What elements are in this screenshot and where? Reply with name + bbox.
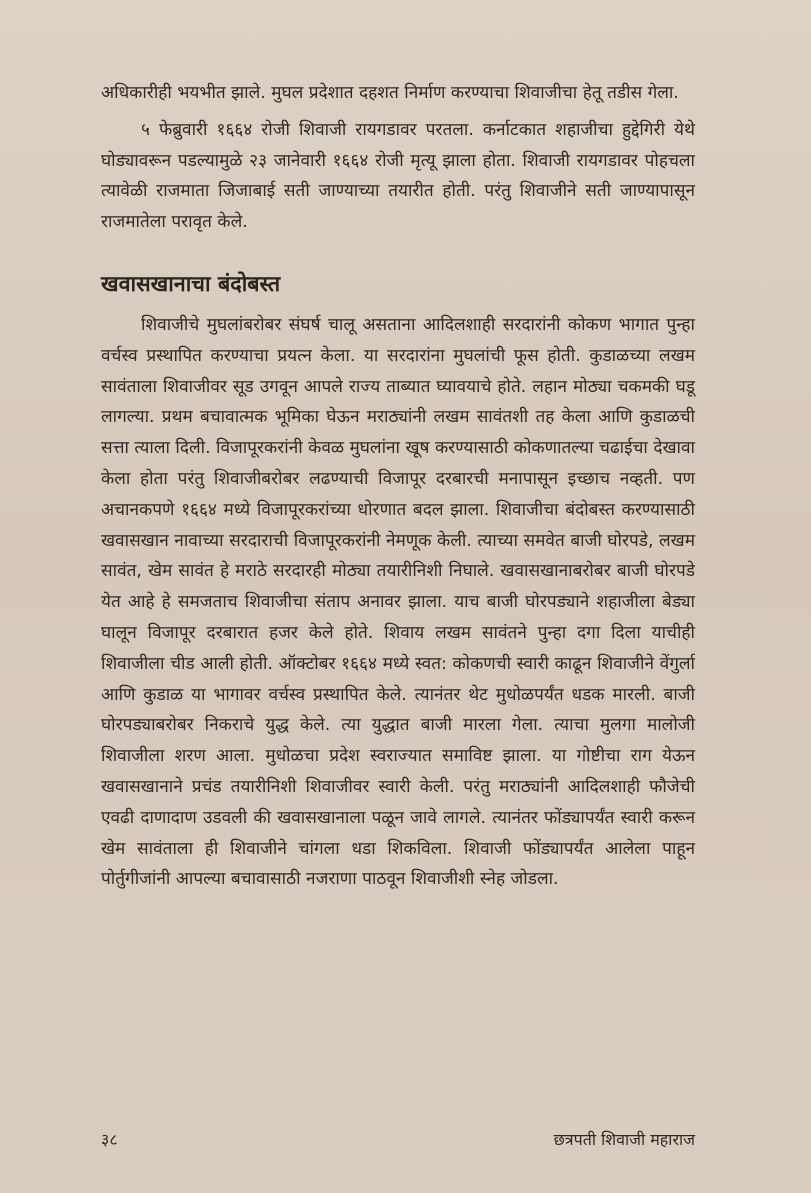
paragraph-khavaskhan: शिवाजीचे मुघलांबरोबर संघर्ष चालू असताना आदिलशाही सरदारांनी कोकण भागात पुन्हा वर्चस्व प्रस्थापित करण्याचा प्रयत्न केला. या सरदारांना मुघलांची फूस होती. कुडाळच्या लखम सावंताला शिवाजीवर सूड उगवून आपले राज्य ताब्यात घ्यावयाचे होते. लहान मोठ्या चकमकी घडू लागल्या. प्रथम बचावात्मक भूमिका घेऊन मराठ्यांनी लखम सावंतशी तह केला आणि कुडाळची सत्ता त्याला दिली. विजापूरकरांनी केवळ मुघलांना खूष करण्यासाठी कोकणातल्या चढाईचा देखावा केला होता परंतु शिवाजीबरोबर लढण्याची विजापूर दरबारची मनापासून इच्छाच नव्हती. पण अचानकपणे १६६४ मध्ये विजापूरकरांच्या धोरणात बदल झाला. शिवाजीचा बंदोबस्त करण्यासाठी खवासखान नावाच्या सरदाराची विजापूरकरांनी नेमणूक केली. त्याच्या समवेत बाजी घोरपडे, लखम सावंत, खेम सावंत हे मराठे सरदारही मोठ्या तयारीनिशी निघाले. खवासखानाबरोबर बाजी घोरपडे येत आहे हे समजताच शिवाजीचा संताप अनावर झाला. याच बाजी घोरपड्याने शहाजीला बेड्या घालून विजापूर दरबारात हजर केले होते. शिवाय लखम सावंतने पुन्हा दगा दिला याचीही शिवाजीला चीड आली होती. ऑक्टोबर १६६४ मध्ये स्वत: कोकणची स्वारी काढून शिवाजीने वेंगुर्ला आणि कुडाळ या भागावर वर्चस्व प्रस्थापित केले. त्यानंतर थेट मुधोळपर्यंत धडक मारली. बाजी घोरपड्याबरोबर निकराचे युद्ध केले. त्या युद्धात बाजी मारला गेला. त्याचा मुलगा मालोजी शिवाजीला शरण आला. मुधोळचा प्रदेश स्वराज्यात समाविष्ट झाला. या गोष्टीचा राग येऊन खवासखानाने प्रचंड तयारीनिशी शिवाजीवर स्वारी केली. परंतु मराठ्यांनी आदिलशाही फौजेची एवढी दाणादाण उडवली की खवासखानाला पळून जावे लागले. त्यानंतर फोंड्यापर्यंत स्वारी करून खेम सावंताला ही शिवाजीने चांगला धडा शिकविला. शिवाजी फोंड्यापर्यंत आलेला पाहून पोर्तुगीजांनी आपल्या बचावासाठी नजराणा पाठवून शिवाजीशी स्नेह जोडला. xyxy=(101,314,695,890)
page-number: ३८ xyxy=(101,1130,118,1149)
page-footer xyxy=(101,1128,695,1156)
running-title: छत्रपती शिवाजी महाराज xyxy=(553,1130,695,1149)
section-heading: खवासखानाचा बंदोबस्त xyxy=(101,271,281,297)
intro-paragraph: अधिकारीही भयभीत झाले. मुघल प्रदेशात दहशत निर्माण करण्याचा शिवाजीचा हेतू तडीस गेला. xyxy=(101,83,679,103)
paragraph-return-to-raigad: ५ फेब्रुवारी १६६४ रोजी शिवाजी रायगडावर परतला. कर्नाटकात शहाजीचा हुद्देगिरी येथे घोड्यावरून पडल्यामुळे २३ जानेवारी १६६४ रोजी मृत्यू झाला होता. शिवाजी रायगडावर पोहचला त्यावेळी राजमाता जिजाबाई सती जाण्याच्या तयारीत होती. परंतु शिवाजीने सती जाण्यापासून राजमातेला परावृत केले. xyxy=(101,119,695,233)
page-content xyxy=(101,78,695,895)
